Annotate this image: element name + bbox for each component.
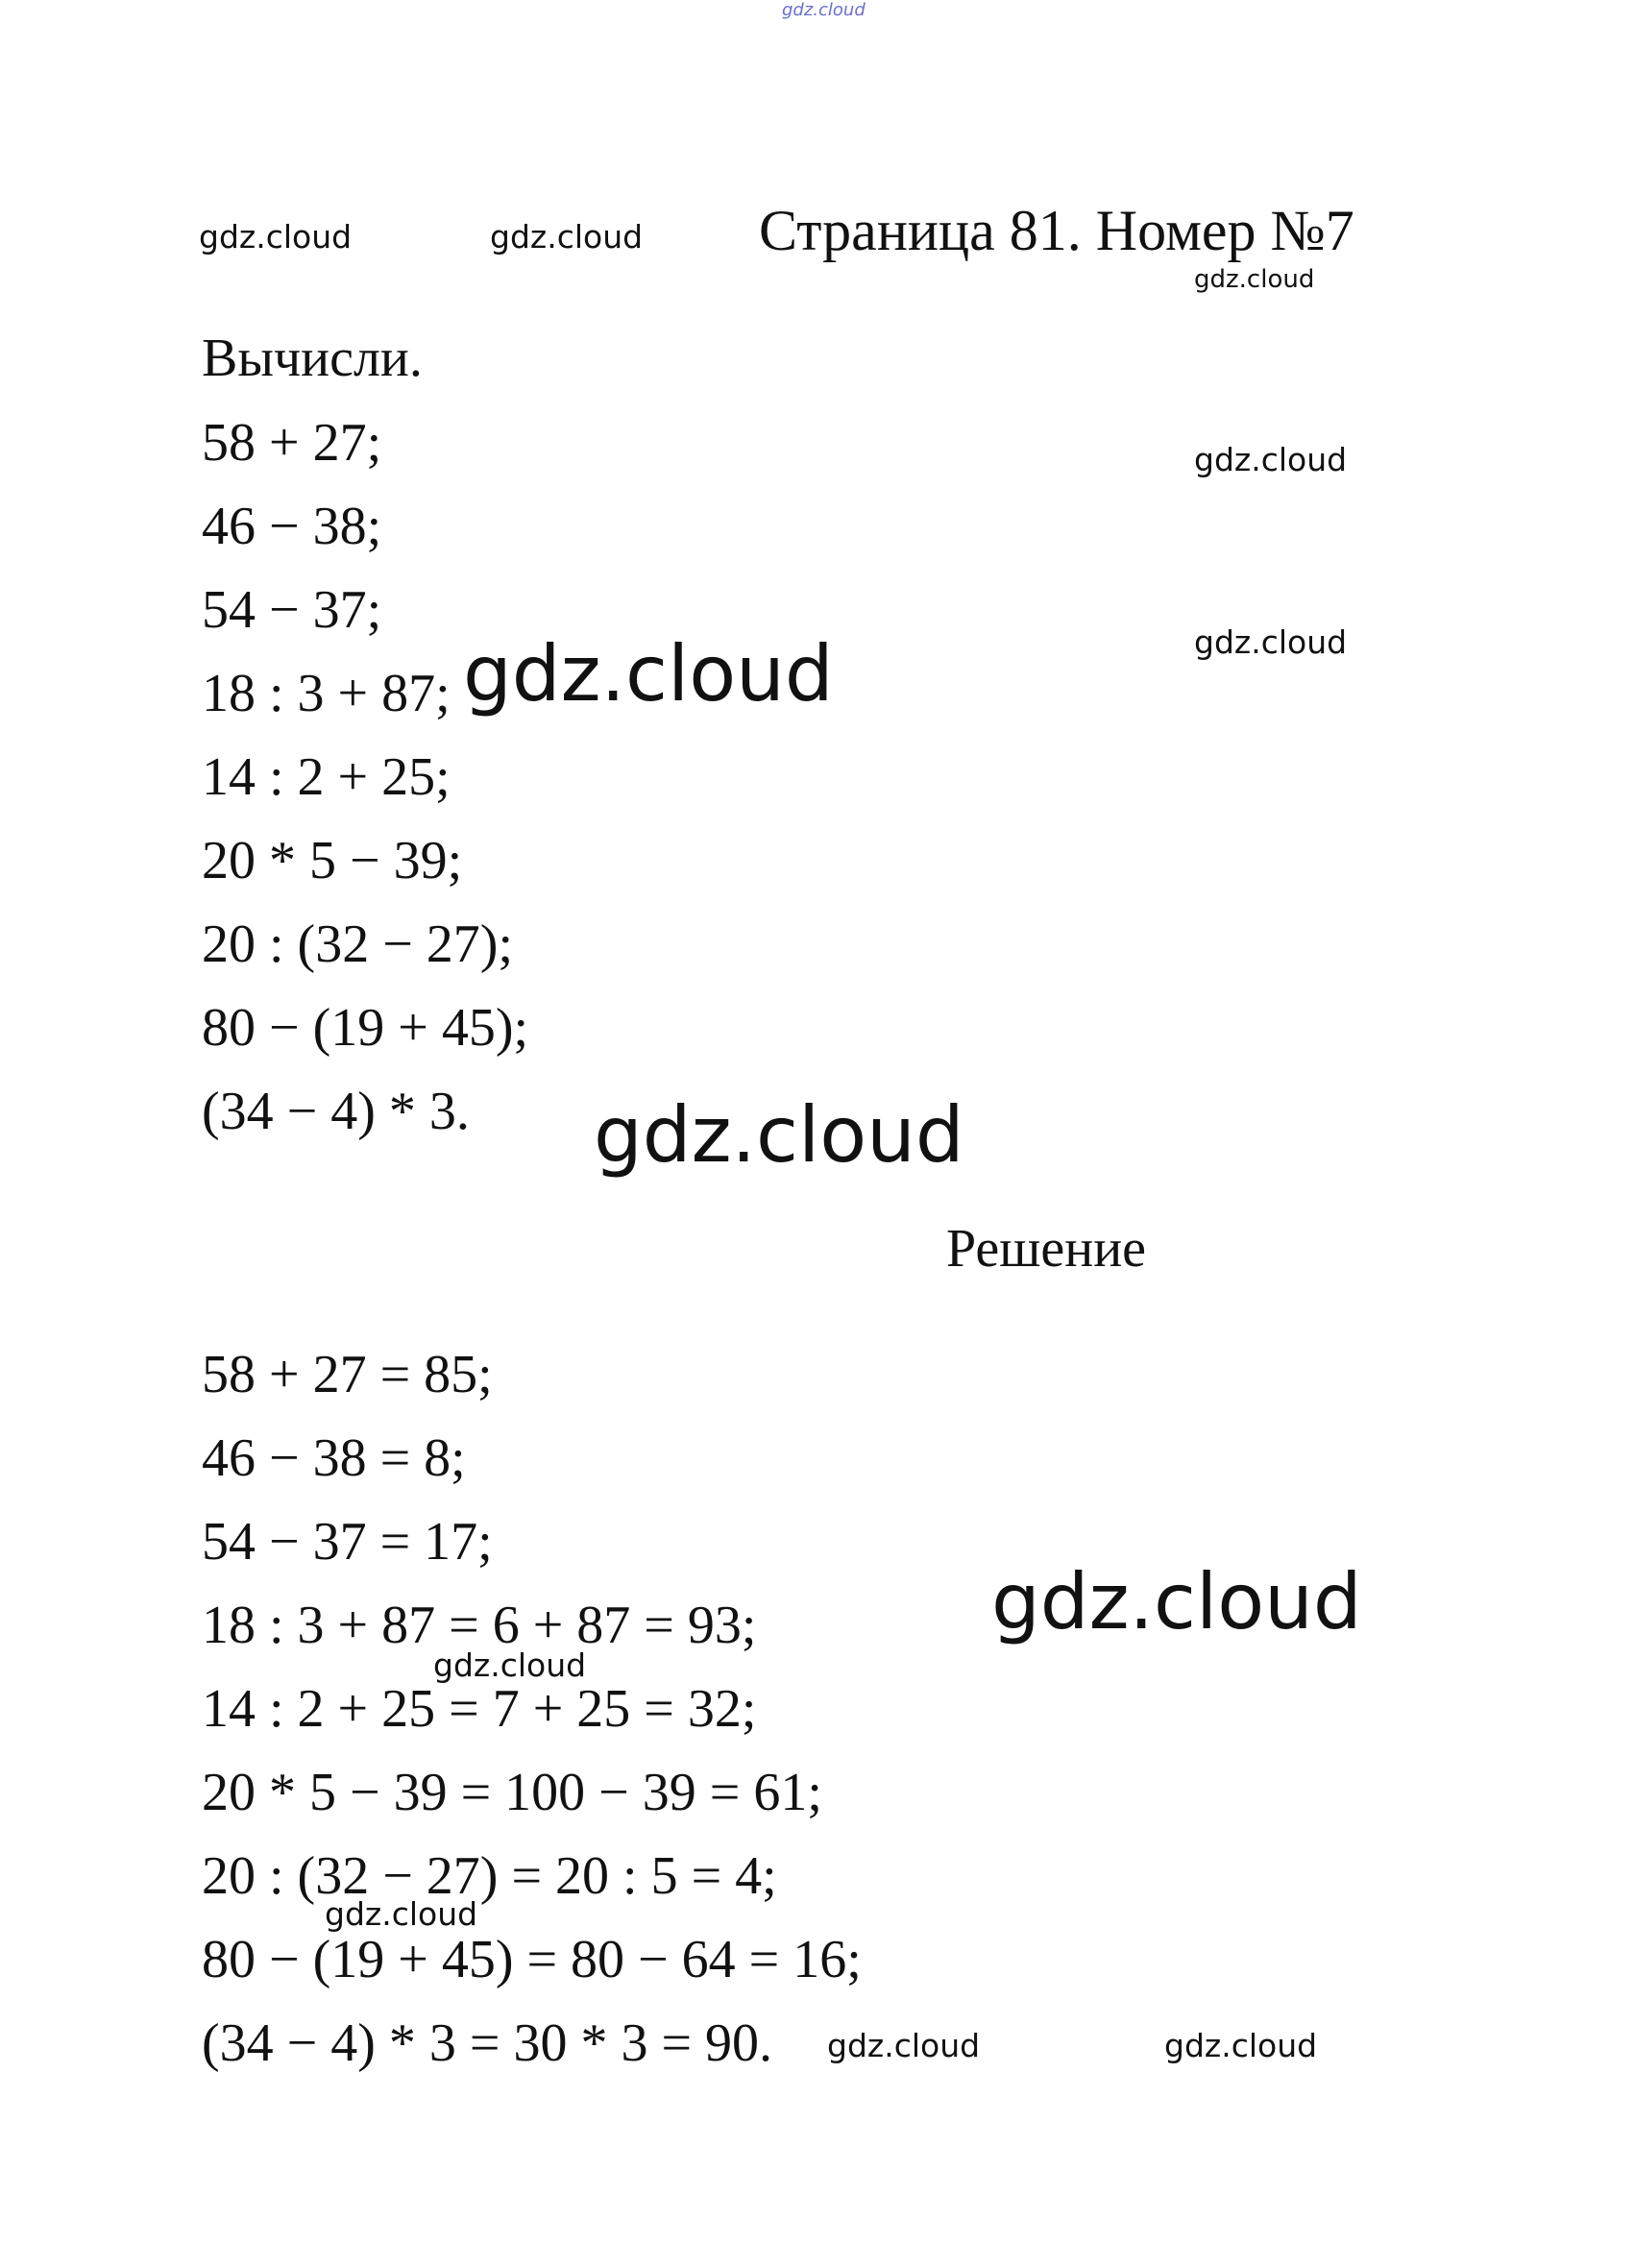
solution-line: 80 − (19 + 45) = 80 − 64 = 16;: [202, 1930, 862, 1989]
watermark: gdz.cloud: [325, 1895, 478, 1933]
task-expression: 18 : 3 + 87;: [202, 664, 451, 723]
solution-line: 14 : 2 + 25 = 7 + 25 = 32;: [202, 1679, 757, 1739]
watermark: gdz.cloud: [490, 218, 644, 256]
solution-line: 20 : (32 − 27) = 20 : 5 = 4;: [202, 1846, 777, 1906]
solution-line: (34 − 4) * 3 = 30 * 3 = 90.: [202, 2013, 773, 2073]
solution-title: Решение: [946, 1219, 1147, 1279]
task-expression: 20 : (32 − 27);: [202, 915, 513, 974]
watermark: gdz.cloud: [433, 1646, 587, 1684]
task-expression: 58 + 27;: [202, 413, 382, 473]
task-expression: 14 : 2 + 25;: [202, 747, 451, 807]
task-expression: 54 − 37;: [202, 580, 382, 640]
watermark: gdz.cloud: [463, 629, 834, 719]
watermark: gdz.cloud: [594, 1090, 964, 1180]
solution-line: 20 * 5 − 39 = 100 − 39 = 61;: [202, 1763, 822, 1822]
watermark: gdz.cloud: [782, 0, 866, 20]
page-title: Страница 81. Номер №7: [759, 199, 1354, 262]
task-expression: (34 − 4) * 3.: [202, 1082, 470, 1141]
watermark: gdz.cloud: [1194, 441, 1348, 478]
watermark: gdz.cloud: [827, 2027, 981, 2064]
watermark: gdz.cloud: [1194, 623, 1348, 661]
watermark: gdz.cloud: [991, 1557, 1362, 1646]
task-instruction: Вычисли.: [202, 329, 423, 388]
solution-line: 58 + 27 = 85;: [202, 1345, 493, 1404]
watermark: gdz.cloud: [199, 218, 353, 256]
solution-line: 18 : 3 + 87 = 6 + 87 = 93;: [202, 1596, 757, 1655]
task-expression: 46 − 38;: [202, 497, 382, 556]
task-expression: 80 − (19 + 45);: [202, 998, 529, 1058]
solution-line: 46 − 38 = 8;: [202, 1428, 466, 1488]
watermark: gdz.cloud: [1194, 265, 1315, 294]
watermark: gdz.cloud: [1164, 2027, 1318, 2064]
task-expression: 20 * 5 − 39;: [202, 831, 463, 890]
solution-line: 54 − 37 = 17;: [202, 1512, 493, 1572]
